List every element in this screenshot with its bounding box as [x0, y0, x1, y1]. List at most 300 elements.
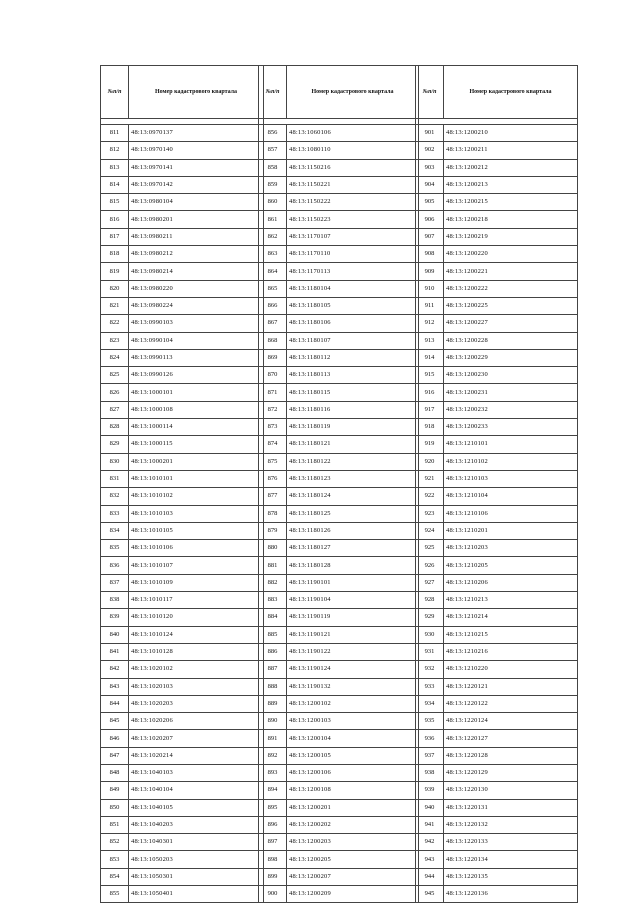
row-number: 873 [259, 419, 287, 436]
cadastral-table-1 [100, 65, 264, 903]
row-number: 924 [416, 522, 444, 539]
cadastral-number: 48:13:1010109 [129, 574, 264, 591]
cadastral-number: 48:13:1180105 [287, 297, 419, 314]
table-row [101, 816, 264, 833]
row-number: 939 [416, 782, 444, 799]
row-number: 813 [101, 159, 129, 176]
row-number: 914 [416, 349, 444, 366]
table-row [259, 557, 419, 574]
cadastral-number: 48:13:1200228 [444, 332, 578, 349]
row-number: 881 [259, 557, 287, 574]
row-number: 861 [259, 211, 287, 228]
table-row [416, 159, 578, 176]
table-row [259, 834, 419, 851]
cadastral-number: 48:13:1210103 [444, 470, 578, 487]
row-number: 885 [259, 626, 287, 643]
row-number: 845 [101, 713, 129, 730]
table-row [101, 609, 264, 626]
table-row [259, 211, 419, 228]
table-row [259, 488, 419, 505]
table-row [259, 505, 419, 522]
cadastral-table-3 [415, 65, 578, 903]
table-row [259, 522, 419, 539]
row-number: 811 [101, 125, 129, 142]
table-row [259, 384, 419, 401]
table-row [259, 730, 419, 747]
table-row [259, 159, 419, 176]
cadastral-number: 48:13:1200232 [444, 401, 578, 418]
table-row [416, 609, 578, 626]
table-row [416, 695, 578, 712]
cadastral-number: 48:13:1060106 [287, 125, 419, 142]
table-row [416, 505, 578, 522]
header-number: №п/п [259, 66, 287, 119]
row-number: 825 [101, 367, 129, 384]
row-number: 869 [259, 349, 287, 366]
row-number: 905 [416, 194, 444, 211]
cadastral-number: 48:13:1200219 [444, 228, 578, 245]
cadastral-number: 48:13:0980214 [129, 263, 264, 280]
row-number: 846 [101, 730, 129, 747]
table-row [416, 453, 578, 470]
table-row [416, 384, 578, 401]
cadastral-number: 48:13:0970142 [129, 176, 264, 193]
table-row [259, 367, 419, 384]
table-row [416, 816, 578, 833]
row-number: 930 [416, 626, 444, 643]
row-number: 828 [101, 419, 129, 436]
table-row [416, 332, 578, 349]
cadastral-number: 48:13:1200105 [287, 747, 419, 764]
cadastral-number: 48:13:1180126 [287, 522, 419, 539]
table-row [101, 557, 264, 574]
row-number: 858 [259, 159, 287, 176]
table-row [101, 661, 264, 678]
table-row [259, 401, 419, 418]
row-number: 868 [259, 332, 287, 349]
cadastral-number: 48:13:1180125 [287, 505, 419, 522]
table-row [259, 297, 419, 314]
row-number: 912 [416, 315, 444, 332]
cadastral-number: 48:13:1010102 [129, 488, 264, 505]
cadastral-number: 48:13:0990113 [129, 349, 264, 366]
row-number: 840 [101, 626, 129, 643]
table-row [416, 315, 578, 332]
cadastral-number: 48:13:1220124 [444, 713, 578, 730]
table-row [416, 176, 578, 193]
row-number: 898 [259, 851, 287, 868]
table-row [101, 297, 264, 314]
table-row [101, 678, 264, 695]
table-row [101, 211, 264, 228]
table-row [259, 816, 419, 833]
row-number: 936 [416, 730, 444, 747]
cadastral-number: 48:13:1200209 [287, 886, 419, 903]
cadastral-number: 48:13:1200213 [444, 176, 578, 193]
row-number: 888 [259, 678, 287, 695]
cadastral-number: 48:13:1020102 [129, 661, 264, 678]
table-row [259, 315, 419, 332]
cadastral-number: 48:13:1220121 [444, 678, 578, 695]
row-number: 831 [101, 470, 129, 487]
row-number: 925 [416, 540, 444, 557]
row-number: 901 [416, 125, 444, 142]
cadastral-number: 48:13:1180104 [287, 280, 419, 297]
cadastral-number: 48:13:1150223 [287, 211, 419, 228]
row-number: 862 [259, 228, 287, 245]
table-row [416, 747, 578, 764]
cadastral-number: 48:13:1200231 [444, 384, 578, 401]
row-number: 859 [259, 176, 287, 193]
row-number: 835 [101, 540, 129, 557]
cadastral-number: 48:13:1010128 [129, 643, 264, 660]
table-row [259, 194, 419, 211]
row-number: 826 [101, 384, 129, 401]
table-row [259, 747, 419, 764]
row-number: 823 [101, 332, 129, 349]
cadastral-number: 48:13:1200215 [444, 194, 578, 211]
table-row [416, 626, 578, 643]
row-number: 900 [259, 886, 287, 903]
cadastral-number: 48:13:1000201 [129, 453, 264, 470]
table-row [101, 643, 264, 660]
cadastral-number: 48:13:1210215 [444, 626, 578, 643]
table-row [259, 626, 419, 643]
cadastral-number: 48:13:0990126 [129, 367, 264, 384]
table-header-row [101, 66, 264, 119]
row-number: 870 [259, 367, 287, 384]
row-number: 844 [101, 695, 129, 712]
table-row [416, 868, 578, 885]
cadastral-number: 48:13:1170107 [287, 228, 419, 245]
cadastral-number: 48:13:0980104 [129, 194, 264, 211]
row-number: 850 [101, 799, 129, 816]
cadastral-number: 48:13:1210104 [444, 488, 578, 505]
row-number: 849 [101, 782, 129, 799]
table-row [416, 643, 578, 660]
table-row [416, 349, 578, 366]
cadastral-number: 48:13:1190101 [287, 574, 419, 591]
cadastral-number: 48:13:1010117 [129, 592, 264, 609]
table-row [259, 142, 419, 159]
row-number: 847 [101, 747, 129, 764]
row-number: 918 [416, 419, 444, 436]
row-number: 940 [416, 799, 444, 816]
row-number: 927 [416, 574, 444, 591]
table-row [416, 297, 578, 314]
header-cadastral-number: Номер кадастрового квартала [129, 66, 264, 119]
row-number: 837 [101, 574, 129, 591]
table-row [101, 713, 264, 730]
row-number: 929 [416, 609, 444, 626]
row-number: 866 [259, 297, 287, 314]
cadastral-number: 48:13:1040203 [129, 816, 264, 833]
cadastral-number: 48:13:1010101 [129, 470, 264, 487]
cadastral-number: 48:13:1220136 [444, 886, 578, 903]
row-number: 880 [259, 540, 287, 557]
table-row [259, 886, 419, 903]
row-number: 867 [259, 315, 287, 332]
table-row [101, 176, 264, 193]
table-row [259, 176, 419, 193]
row-number: 904 [416, 176, 444, 193]
table-row [101, 246, 264, 263]
table-row [101, 834, 264, 851]
cadastral-number: 48:13:1180115 [287, 384, 419, 401]
row-number: 889 [259, 695, 287, 712]
cadastral-number: 48:13:1040104 [129, 782, 264, 799]
row-number: 871 [259, 384, 287, 401]
row-number: 911 [416, 297, 444, 314]
cadastral-number: 48:13:1010107 [129, 557, 264, 574]
cadastral-number: 48:13:0980212 [129, 246, 264, 263]
row-number: 897 [259, 834, 287, 851]
cadastral-number: 48:13:1020103 [129, 678, 264, 695]
table-row [259, 764, 419, 781]
cadastral-number: 48:13:1180123 [287, 470, 419, 487]
cadastral-number: 48:13:1190122 [287, 643, 419, 660]
table-row [259, 263, 419, 280]
row-number: 841 [101, 643, 129, 660]
cadastral-number: 48:13:1210205 [444, 557, 578, 574]
cadastral-number: 48:13:1210216 [444, 643, 578, 660]
row-number: 919 [416, 436, 444, 453]
row-number: 851 [101, 816, 129, 833]
table-header-row [416, 66, 578, 119]
table-row [101, 764, 264, 781]
cadastral-number: 48:13:1200201 [287, 799, 419, 816]
row-number: 884 [259, 609, 287, 626]
cadastral-number: 48:13:1210206 [444, 574, 578, 591]
cadastral-number: 48:13:1000108 [129, 401, 264, 418]
table-row [259, 661, 419, 678]
row-number: 945 [416, 886, 444, 903]
row-number: 894 [259, 782, 287, 799]
cadastral-number: 48:13:1200211 [444, 142, 578, 159]
row-number: 944 [416, 868, 444, 885]
cadastral-number: 48:13:1170110 [287, 246, 419, 263]
table-row [259, 349, 419, 366]
table-row [416, 557, 578, 574]
cadastral-number: 48:13:1220131 [444, 799, 578, 816]
cadastral-number: 48:13:1190121 [287, 626, 419, 643]
cadastral-number: 48:13:1150216 [287, 159, 419, 176]
row-number: 875 [259, 453, 287, 470]
cadastral-number: 48:13:1200203 [287, 834, 419, 851]
table-row [101, 592, 264, 609]
row-number: 920 [416, 453, 444, 470]
cadastral-number: 48:13:1200106 [287, 764, 419, 781]
cadastral-number: 48:13:0970141 [129, 159, 264, 176]
row-number: 852 [101, 834, 129, 851]
cadastral-number: 48:13:1200103 [287, 713, 419, 730]
table-row [416, 799, 578, 816]
table-row [101, 540, 264, 557]
row-number: 878 [259, 505, 287, 522]
header-cadastral-number: Номер кадастрового квартала [287, 66, 419, 119]
cadastral-number: 48:13:1200230 [444, 367, 578, 384]
table-row [416, 661, 578, 678]
row-number: 928 [416, 592, 444, 609]
cadastral-number: 48:13:1010105 [129, 522, 264, 539]
cadastral-number: 48:13:1000114 [129, 419, 264, 436]
cadastral-number: 48:13:0990103 [129, 315, 264, 332]
row-number: 872 [259, 401, 287, 418]
row-number: 856 [259, 125, 287, 142]
row-number: 860 [259, 194, 287, 211]
row-number: 830 [101, 453, 129, 470]
cadastral-number: 48:13:1200233 [444, 419, 578, 436]
row-number: 899 [259, 868, 287, 885]
row-number: 907 [416, 228, 444, 245]
table-row [416, 211, 578, 228]
row-number: 816 [101, 211, 129, 228]
table-row [101, 280, 264, 297]
row-number: 916 [416, 384, 444, 401]
table-row [101, 799, 264, 816]
table-row [416, 730, 578, 747]
table-row [259, 592, 419, 609]
row-number: 829 [101, 436, 129, 453]
row-number: 896 [259, 816, 287, 833]
cadastral-number: 48:13:1210101 [444, 436, 578, 453]
cadastral-number: 48:13:1080110 [287, 142, 419, 159]
cadastral-number: 48:13:1180107 [287, 332, 419, 349]
cadastral-number: 48:13:1040103 [129, 764, 264, 781]
cadastral-number: 48:13:1200229 [444, 349, 578, 366]
table-row [101, 384, 264, 401]
row-number: 941 [416, 816, 444, 833]
cadastral-number: 48:13:1200104 [287, 730, 419, 747]
row-number: 874 [259, 436, 287, 453]
cadastral-number: 48:13:1050301 [129, 868, 264, 885]
cadastral-number: 48:13:1200225 [444, 297, 578, 314]
row-number: 933 [416, 678, 444, 695]
table-row [416, 678, 578, 695]
cadastral-number: 48:13:1190119 [287, 609, 419, 626]
row-number: 838 [101, 592, 129, 609]
cadastral-number: 48:13:1190132 [287, 678, 419, 695]
cadastral-number: 48:13:1220133 [444, 834, 578, 851]
cadastral-number: 48:13:1220132 [444, 816, 578, 833]
table-row [101, 228, 264, 245]
table-row [101, 470, 264, 487]
row-number: 910 [416, 280, 444, 297]
row-number: 886 [259, 643, 287, 660]
row-number: 921 [416, 470, 444, 487]
cadastral-number: 48:13:1210213 [444, 592, 578, 609]
table-row [416, 367, 578, 384]
row-number: 821 [101, 297, 129, 314]
cadastral-number: 48:13:1180116 [287, 401, 419, 418]
table-row [101, 159, 264, 176]
row-number: 857 [259, 142, 287, 159]
row-number: 865 [259, 280, 287, 297]
cadastral-number: 48:13:1210214 [444, 609, 578, 626]
table-row [101, 730, 264, 747]
row-number: 926 [416, 557, 444, 574]
header-number: №п/п [416, 66, 444, 119]
table-row [101, 574, 264, 591]
row-number: 864 [259, 263, 287, 280]
table-row [416, 886, 578, 903]
table-row [259, 609, 419, 626]
table-row [416, 522, 578, 539]
row-number: 892 [259, 747, 287, 764]
cadastral-number: 48:13:1010124 [129, 626, 264, 643]
cadastral-number: 48:13:1020214 [129, 747, 264, 764]
row-number: 848 [101, 764, 129, 781]
table-row [101, 488, 264, 505]
cadastral-number: 48:13:1010103 [129, 505, 264, 522]
table-row [101, 453, 264, 470]
cadastral-number: 48:13:1180112 [287, 349, 419, 366]
cadastral-number: 48:13:1220134 [444, 851, 578, 868]
table-row [259, 782, 419, 799]
cadastral-number: 48:13:0970137 [129, 125, 264, 142]
table-row [101, 194, 264, 211]
table-row [259, 868, 419, 885]
row-number: 938 [416, 764, 444, 781]
table-row [259, 678, 419, 695]
cadastral-number: 48:13:0980201 [129, 211, 264, 228]
row-number: 887 [259, 661, 287, 678]
cadastral-number: 48:13:1000115 [129, 436, 264, 453]
table-header-row [259, 66, 419, 119]
row-number: 843 [101, 678, 129, 695]
row-number: 839 [101, 609, 129, 626]
cadastral-number: 48:13:1050401 [129, 886, 264, 903]
cadastral-number: 48:13:1200222 [444, 280, 578, 297]
cadastral-number: 48:13:1200102 [287, 695, 419, 712]
cadastral-number: 48:13:1180122 [287, 453, 419, 470]
cadastral-number: 48:13:1150222 [287, 194, 419, 211]
cadastral-table-2 [258, 65, 419, 903]
row-number: 882 [259, 574, 287, 591]
table-row [101, 125, 264, 142]
row-number: 822 [101, 315, 129, 332]
table-row [416, 280, 578, 297]
table-row [416, 419, 578, 436]
table-row [416, 764, 578, 781]
table-row [259, 540, 419, 557]
row-number: 876 [259, 470, 287, 487]
table-row [259, 643, 419, 660]
cadastral-number: 48:13:1220129 [444, 764, 578, 781]
row-number: 915 [416, 367, 444, 384]
row-number: 832 [101, 488, 129, 505]
row-number: 943 [416, 851, 444, 868]
cadastral-number: 48:13:1200212 [444, 159, 578, 176]
row-number: 863 [259, 246, 287, 263]
row-number: 853 [101, 851, 129, 868]
table-row [259, 695, 419, 712]
row-number: 922 [416, 488, 444, 505]
table-row [259, 453, 419, 470]
cadastral-number: 48:13:1150221 [287, 176, 419, 193]
row-number: 902 [416, 142, 444, 159]
cadastral-number: 48:13:1020203 [129, 695, 264, 712]
row-number: 815 [101, 194, 129, 211]
row-number: 836 [101, 557, 129, 574]
row-number: 817 [101, 228, 129, 245]
cadastral-number: 48:13:1180121 [287, 436, 419, 453]
table-row [259, 713, 419, 730]
cadastral-number: 48:13:1200207 [287, 868, 419, 885]
table-row [259, 574, 419, 591]
cadastral-number: 48:13:1220128 [444, 747, 578, 764]
cadastral-number: 48:13:1220135 [444, 868, 578, 885]
